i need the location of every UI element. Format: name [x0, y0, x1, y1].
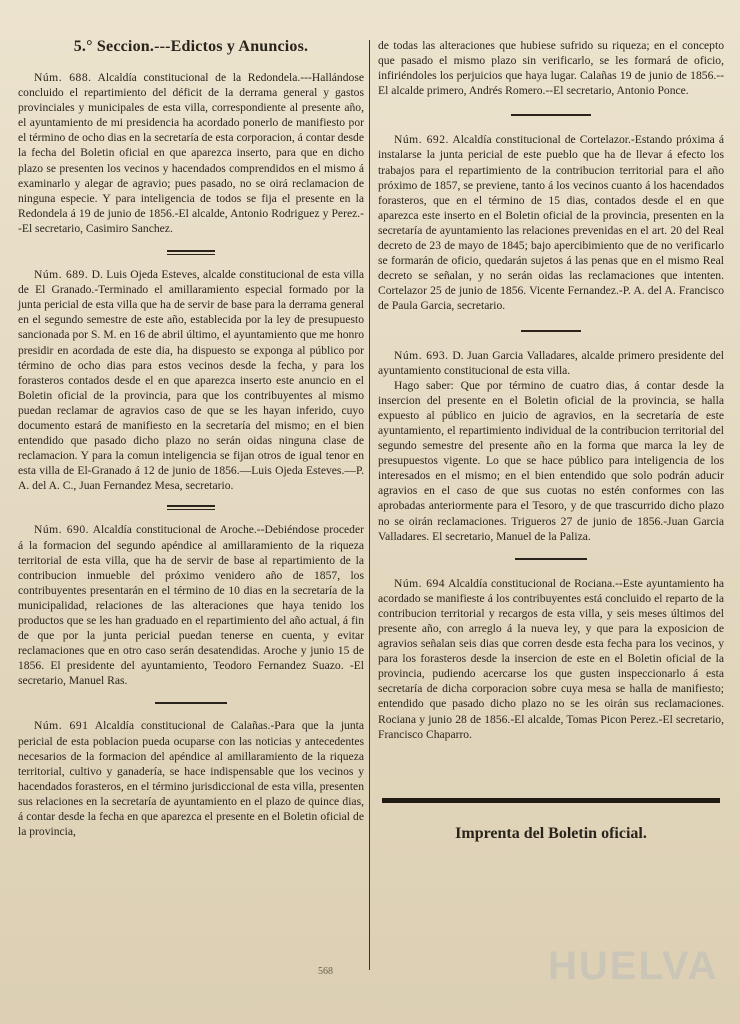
entry-number: Núm. 689. [34, 268, 89, 282]
separator-rule [378, 330, 724, 332]
right-column [378, 38, 724, 843]
entry-693 [378, 348, 724, 378]
entry-694 [378, 576, 724, 742]
entry-text: Alcaldía constitucional de Calañas.-Para que la junta pericial de esta poblacion pueda ocuparse con las noticias y antecedentes necesarios de la formacion del apéndice al amillaramiento de la riqueza territorial, cultivo y ganadería, se hace indispensable que los vecinos y hacendados forasteros, en el término jurisdiccional de esta villa, presenten sus relaciones en la secretaría de ayuntamiento en el plazo de quince dias, á contar desde la fecha en que aparezca el presente en el Boletin oficial de la provincia, [18, 719, 364, 839]
entry-number: Núm. 692. [394, 133, 449, 147]
entry-number: Núm. 691 [34, 719, 89, 733]
separator-rule [18, 250, 364, 255]
entry-691 [18, 718, 364, 839]
imprenta-rule [382, 798, 720, 803]
entry-text: Alcaldía constitucional de la Redondela.---Hallándose concluido el repartimiento del déficit de la derrama general y gastos provinciales y municipales de esta villa, correspondiente al presente año, el ayuntamiento de mi presidencia ha acordado ponerlo de manifiesto por el término de ocho dias en la secretaría de esta corporacion, á contar desde la fecha del Boletin oficial en que aparezca inserto, para que en dicho plazo se presenten los vecinos y hacendados comprendidos en el mismo á examinarlo y alegar de agravio; pues pasado, no se oirá reclamacion de ninguna especie. Y para inteligencia de todos se fija el presente en la Redondela á 19 de junio de 1856.-El alcalde, Antonio Rodriguez y Perez.--El secretario, Casimiro Sanchez. [18, 71, 364, 235]
entry-691-continuation: de todas las alteraciones que hubiese sufrido su riqueza; en el concepto que pasado el mismo plazo sin verificarlo, se les formará de oficio, infiriéndoles los perjuicios que haya lugar. Calañas 19 de junio de 1856.--El alcalde primero, Andrés Romero.--El secretario, Antonio Ponce. [378, 39, 724, 98]
separator-rule [18, 702, 364, 704]
entry-text: D. Juan Garcia Valladares, alcalde primero presidente del ayuntamiento constitucional de esta villa. [378, 348, 724, 377]
entry-693-body: Hago saber: Que por término de cuatro dias, á contar desde la insercion del presente en el Boletin oficial de la provincia, se halla expuesto al público en juicio de agravios, en la secretaría de este ayuntamiento, el repartimiento individual de la contribucion territorial del segundo semestre del presente año en la forma que marca la ley de presupuestos vigente. Lo que se hace público para inteligencia de los interesados en el mismo; en el bien entendido que solo podrán aducir agravios en el caso de que sus cuotas no estén conformes con las aprobadas anteriormente para el Tesoro, y de que trascurrido dicho plazo no se oirán reclamaciones. Trigueros 27 de junio de 1856.-Juan Garcia Valladares. El secretario, Manuel de la Paliza. [378, 378, 724, 543]
entry-688 [18, 70, 364, 236]
entry-text: Alcaldía constitucional de Rociana.--Este ayuntamiento ha acordado se manifieste á los contribuyentes está concluido el reparto de la contribucion territorial y recargos de esta villa, y seis meses últimos del presente año, con arreglo á la nueva ley, y que para la exposicion de agravios señalan seis dias que corren desde esta fecha para los vecinos, y para los forasteros desde la insercion de este en el Boletin oficial de la provincia, pudiendo acercarse los que gusten inspeccionarlo á esta secretaría de dicha corporacion sobre cuya mesa se halla de manifiesto; entendido que pasado dicho plazo no se les oirán sus reclamaciones. Rociana y junio 28 de 1856.-El alcalde, Tomas Picon Perez.-El secretario, Francisco Chaparro. [378, 576, 725, 741]
page-number: 568 [318, 966, 333, 977]
entry-text: D. Luis Ojeda Esteves, alcalde constitucional de esta villa de El Granado.-Terminado el amillaramiento especial formado por la junta pericial de esta villa que ha de servir de base para la derrama general en el segundo semestre de este año, establecida por la ley de presupuesto sancionada por S. M. en 16 de abril último, el ayuntamiento que me honro presidir en acordada de este dia, ha dispuesto se exponga al público por término de ocho dias para estos vecinos desde la fecha, y para los forasteros contados desde el en que aparezca inserto este anuncio en el Boletin oficial de la provincia, para que los contribuyentes al mismo puedan reclamar de agravios caso de que se les hayan inferido, cuyo documento estará de manifiesto en la secretaría del mismo; en el bien entendido que pasado dicho plazo no serán oidas ninguna clase de reclamacion. Y para la comun inteligencia se fijan otros de igual tenor en esta villa de El-Granado á 12 de junio de 1856.—Luis Ojeda Esteves.—P. A. del A. C., Juan Fernandez Mesa, secretario. [18, 268, 364, 493]
archive-watermark: HUELVA [548, 944, 719, 988]
entry-690 [18, 522, 364, 688]
entry-text: Alcaldía constitucional de Aroche.--Debiéndose proceder á la formacion del segundo apéndice al amillaramiento de la riqueza territorial de esta villa, que ha de servir de base al repartimiento de la contribucion inmueble del próximo venidero año de 1857, los contribuyentes presentarán en el término de 10 dias en la secretaría de la municipalidad, relaciones de las alteraciones que haya tenido los productos que se les han graduado en el repartimiento del año actual, á fin de que por la junta pericial puedan tenerse en cuenta, y evitar reclamaciones que en otro caso serán desatendidas. Aroche y junio 15 de 1856. El presidente del ayuntamiento, Teodoro Fernandez Suazo. -El secretario, Manuel Ras. [18, 523, 364, 688]
entry-text: Alcaldía constitucional de Cortelazor.-Estando próxima á instalarse la junta pericial de este pueblo que ha de llevar á efecto los trabajos para el repartimiento de la contribucion territorial para el año próximo de 1857, se previene, tanto á los vecinos cuanto á los hacendados forasteros, que en el término de 15 dias, contados desde el en que aparezca este inserto en el Boletin oficial de la provincia, presenten en la secretaría de ayuntamiento las relaciones prevenidas en el art. 20 del Real decreto de 23 de mayo de 1845; bajo apercibimiento que de no verificarlo se formarán de oficio, quedarán sujetos á las penas que en el mismo Real decreto se señalan, y no serán oidas las reclamaciones que intenten. Cortelazor 25 de junio de 1856. Vicente Fernandez.-P. A. del A. Francisco de Paula Garcia, secretario. [378, 133, 724, 313]
entry-number: Núm. 694 [394, 576, 446, 590]
section-title: 5.° Seccion.---Edictos y Anuncios. [73, 38, 309, 55]
imprenta-label: Imprenta del Boletin oficial. [455, 824, 647, 842]
entry-number: Núm. 690. [34, 523, 90, 537]
imprenta-block [378, 798, 724, 843]
separator-rule [18, 505, 364, 510]
separator-rule [378, 114, 724, 116]
entry-689 [18, 267, 364, 493]
column-divider [369, 40, 370, 970]
entry-number: Núm. 688. [34, 71, 92, 84]
left-column [18, 0, 364, 839]
entry-692 [378, 132, 724, 313]
entry-number: Núm. 693. [394, 348, 449, 362]
separator-rule [378, 558, 724, 560]
